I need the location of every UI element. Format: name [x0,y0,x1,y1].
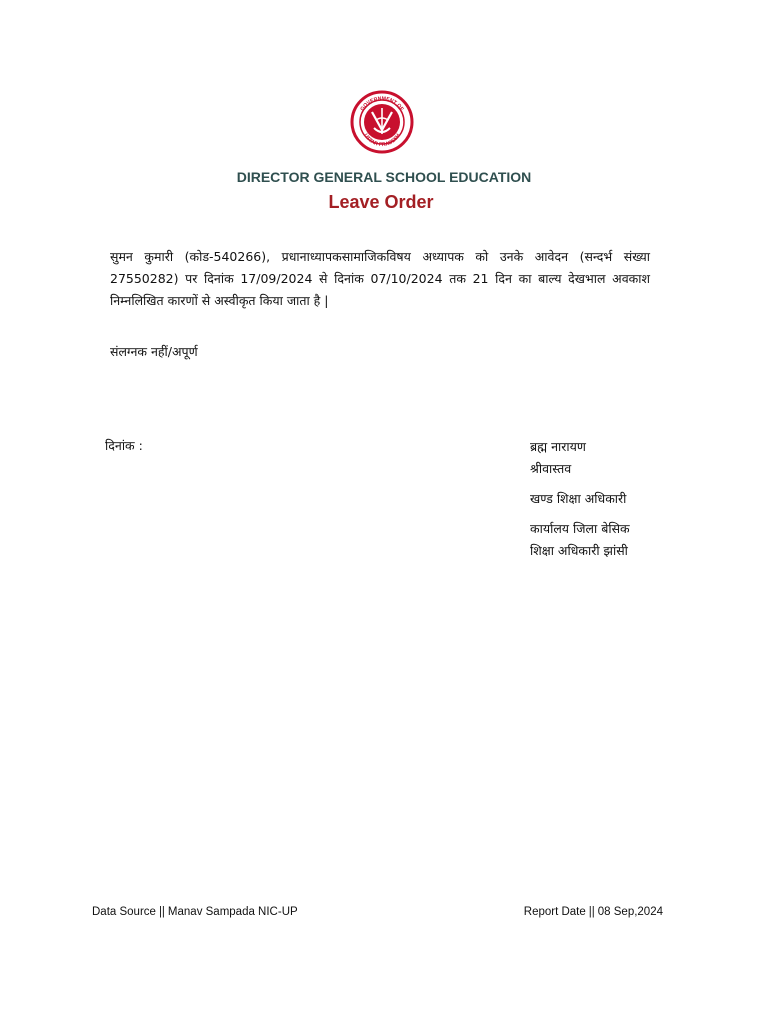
data-source-label: Data Source [92,906,156,918]
signatory-designation: खण्ड शिक्षा अधिकारी [530,491,627,506]
footer-data-source [92,906,298,918]
emblem-icon [350,90,414,154]
report-date-value: 08 Sep,2024 [597,906,663,918]
date-label: दिनांक : [105,438,143,453]
emblem-text-bottom: UTTAR PRADESH [362,132,402,149]
government-emblem-logo [350,90,414,154]
document-title: Leave Order [328,192,434,212]
footer-separator: || [158,906,165,918]
emblem-text-top: GOVERNMENT OF [359,95,405,113]
attachment-note: संलग्नक नहीं/अपूर्ण [110,344,198,359]
footer-separator: || [588,906,595,918]
signatory-office-line2: शिक्षा अधिकारी झांसी [530,543,628,558]
footer-report-date [524,906,663,918]
signatory-office-line1: कार्यालय जिला बेसिक [530,521,630,536]
data-source-value: Manav Sampada NIC-UP [167,906,298,918]
order-body-text: सुमन कुमारी (कोड-540266), प्रधानाध्यापकसामाजिकविषय अध्यापक को उनके आवेदन (सन्दर्भ संख्या 27550282) पर दिनांक 17/09/2024 से दिनांक 07/10/2024 तक 21 दिन का बाल्य देखभाल अवकाश निम्नलिखित कारणों से अस्वीकृत किया जाता है | [110,249,650,308]
organization-title: DIRECTOR GENERAL SCHOOL EDUCATION [236,169,532,185]
report-date-label: Report Date [523,906,586,918]
signatory-name-line2: श्रीवास्तव [530,461,572,476]
signatory-name-line1: ब्रह्म नारायण [530,439,586,454]
signatory-block [530,436,680,562]
